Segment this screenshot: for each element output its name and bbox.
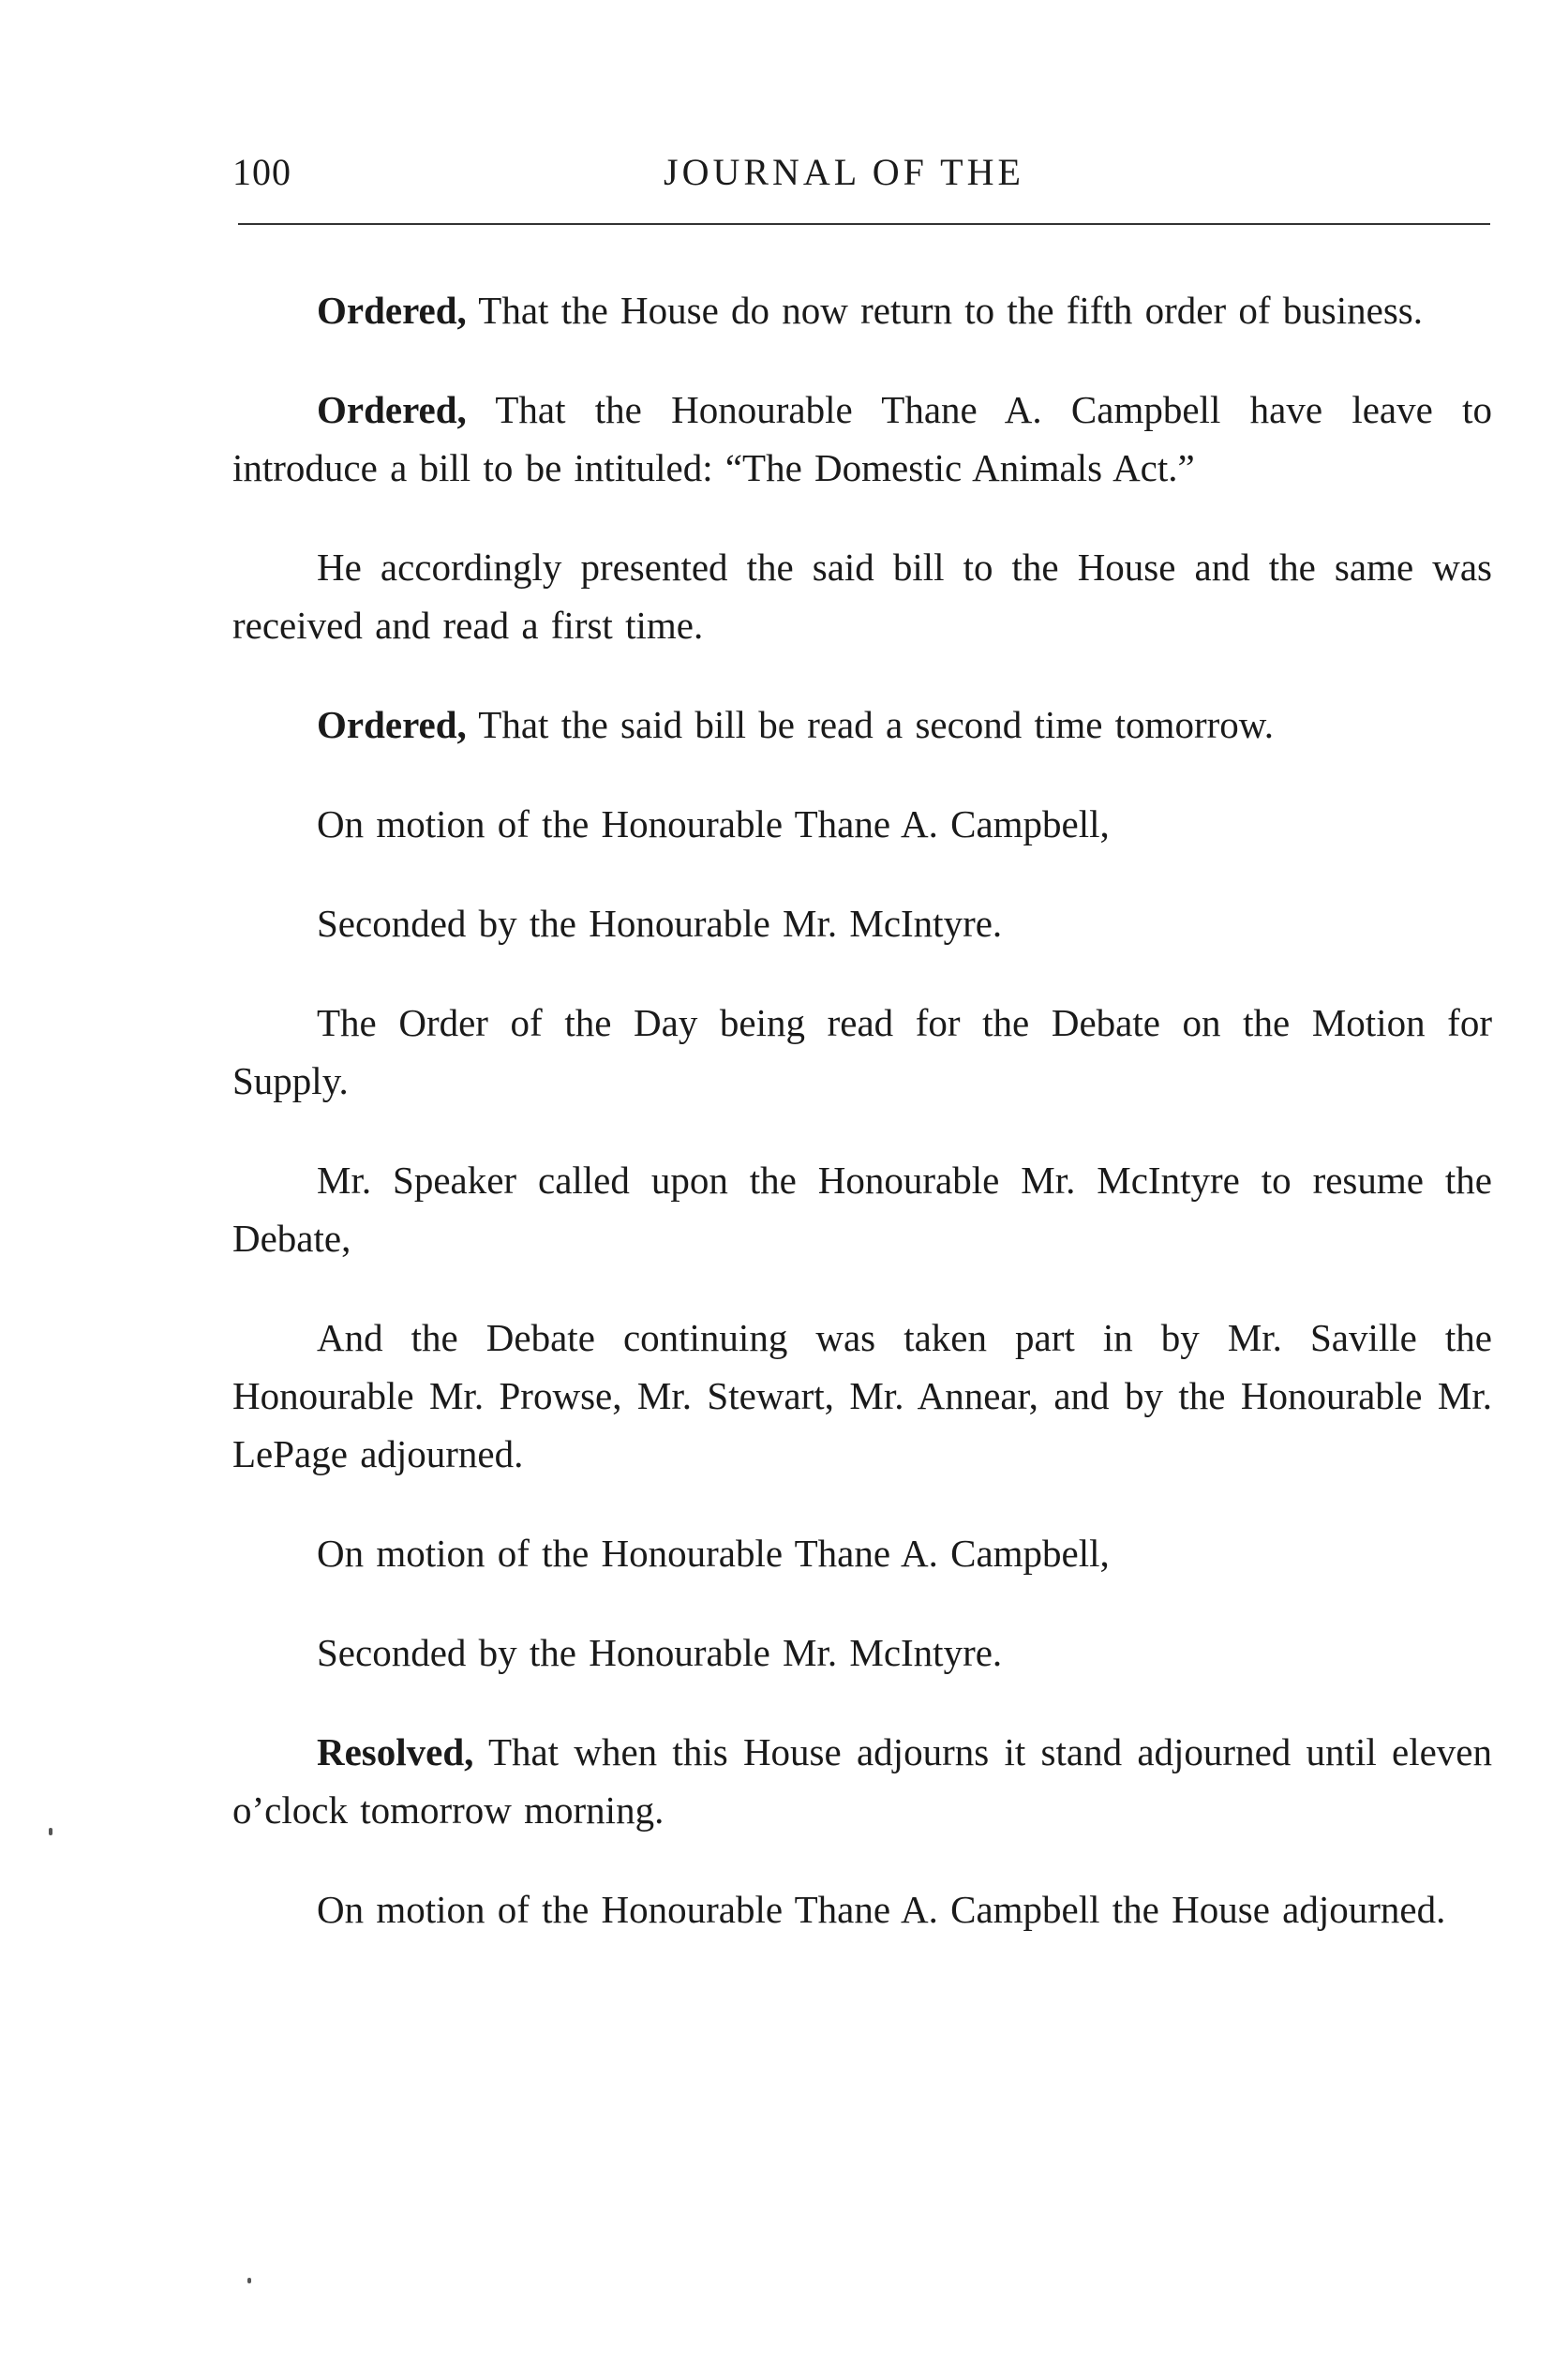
paragraph-text: On motion of the Honourable Thane A. Campbell the House adjourned. bbox=[317, 1888, 1446, 1931]
paragraph-order-of-day bbox=[232, 994, 1492, 1110]
paragraph-text: That the said bill be read a second time tomorrow. bbox=[466, 703, 1274, 746]
paragraph-speaker-called bbox=[232, 1151, 1492, 1267]
paragraph-motion-campbell-2 bbox=[232, 1524, 1492, 1582]
paragraph-bill-presented bbox=[232, 538, 1492, 654]
paragraph-house-adjourned bbox=[232, 1880, 1492, 1938]
paragraph-text: And the Debate continuing was taken part in by Mr. Saville the Honourable Mr. Prowse, Mr. Stewart, Mr. Annear, and by the Honourable Mr. LePage adjourned. bbox=[232, 1316, 1492, 1475]
paragraph-ordered-second-reading bbox=[232, 696, 1492, 754]
paragraph-debate-continuing bbox=[232, 1309, 1492, 1483]
paragraph-text: Seconded by the Honourable Mr. McIntyre. bbox=[317, 1631, 1003, 1674]
paragraph-lead: Resolved, bbox=[317, 1730, 474, 1773]
paragraph-text: The Order of the Day being read for the Debate on the Motion for Supply. bbox=[232, 1001, 1492, 1102]
paragraph-text: On motion of the Honourable Thane A. Campbell, bbox=[317, 1532, 1110, 1575]
journal-body bbox=[232, 281, 1492, 1980]
paragraph-text: On motion of the Honourable Thane A. Campbell, bbox=[317, 802, 1110, 845]
paragraph-seconded-mcintyre bbox=[232, 894, 1492, 952]
paragraph-lead: Ordered, bbox=[317, 289, 467, 332]
paragraph-text: Seconded by the Honourable Mr. McIntyre. bbox=[317, 902, 1003, 945]
header-rule bbox=[238, 223, 1490, 225]
paragraph-seconded-mcintyre-2 bbox=[232, 1623, 1492, 1682]
paragraph-text: That the Honourable Thane A. Campbell have leave to introduce a bill to be intituled: “The Domestic Animals Act.” bbox=[232, 388, 1492, 489]
paragraph-ordered-leave-bill bbox=[232, 381, 1492, 497]
paragraph-lead: Ordered, bbox=[317, 388, 467, 431]
paragraph-motion-campbell bbox=[232, 795, 1492, 853]
running-head bbox=[232, 150, 1488, 206]
paragraph-lead: Ordered, bbox=[317, 703, 467, 746]
paragraph-text: Mr. Speaker called upon the Honourable Mr. McIntyre to resume the Debate, bbox=[232, 1159, 1492, 1260]
scan-speck bbox=[247, 2278, 251, 2283]
paragraph-ordered-fifth-order bbox=[232, 281, 1492, 339]
paragraph-text: That when this House adjourns it stand adjourned until eleven o’clock tomorrow morning. bbox=[232, 1730, 1492, 1832]
page-number: 100 bbox=[232, 151, 291, 193]
paragraph-resolved-adjourn bbox=[232, 1723, 1492, 1839]
paragraph-text: He accordingly presented the said bill to the House and the same was received and read a first time. bbox=[232, 546, 1492, 647]
paragraph-text: That the House do now return to the fifth order of business. bbox=[466, 289, 1423, 332]
journal-title: JOURNAL OF THE bbox=[664, 151, 1024, 193]
scan-speck bbox=[49, 1828, 52, 1835]
